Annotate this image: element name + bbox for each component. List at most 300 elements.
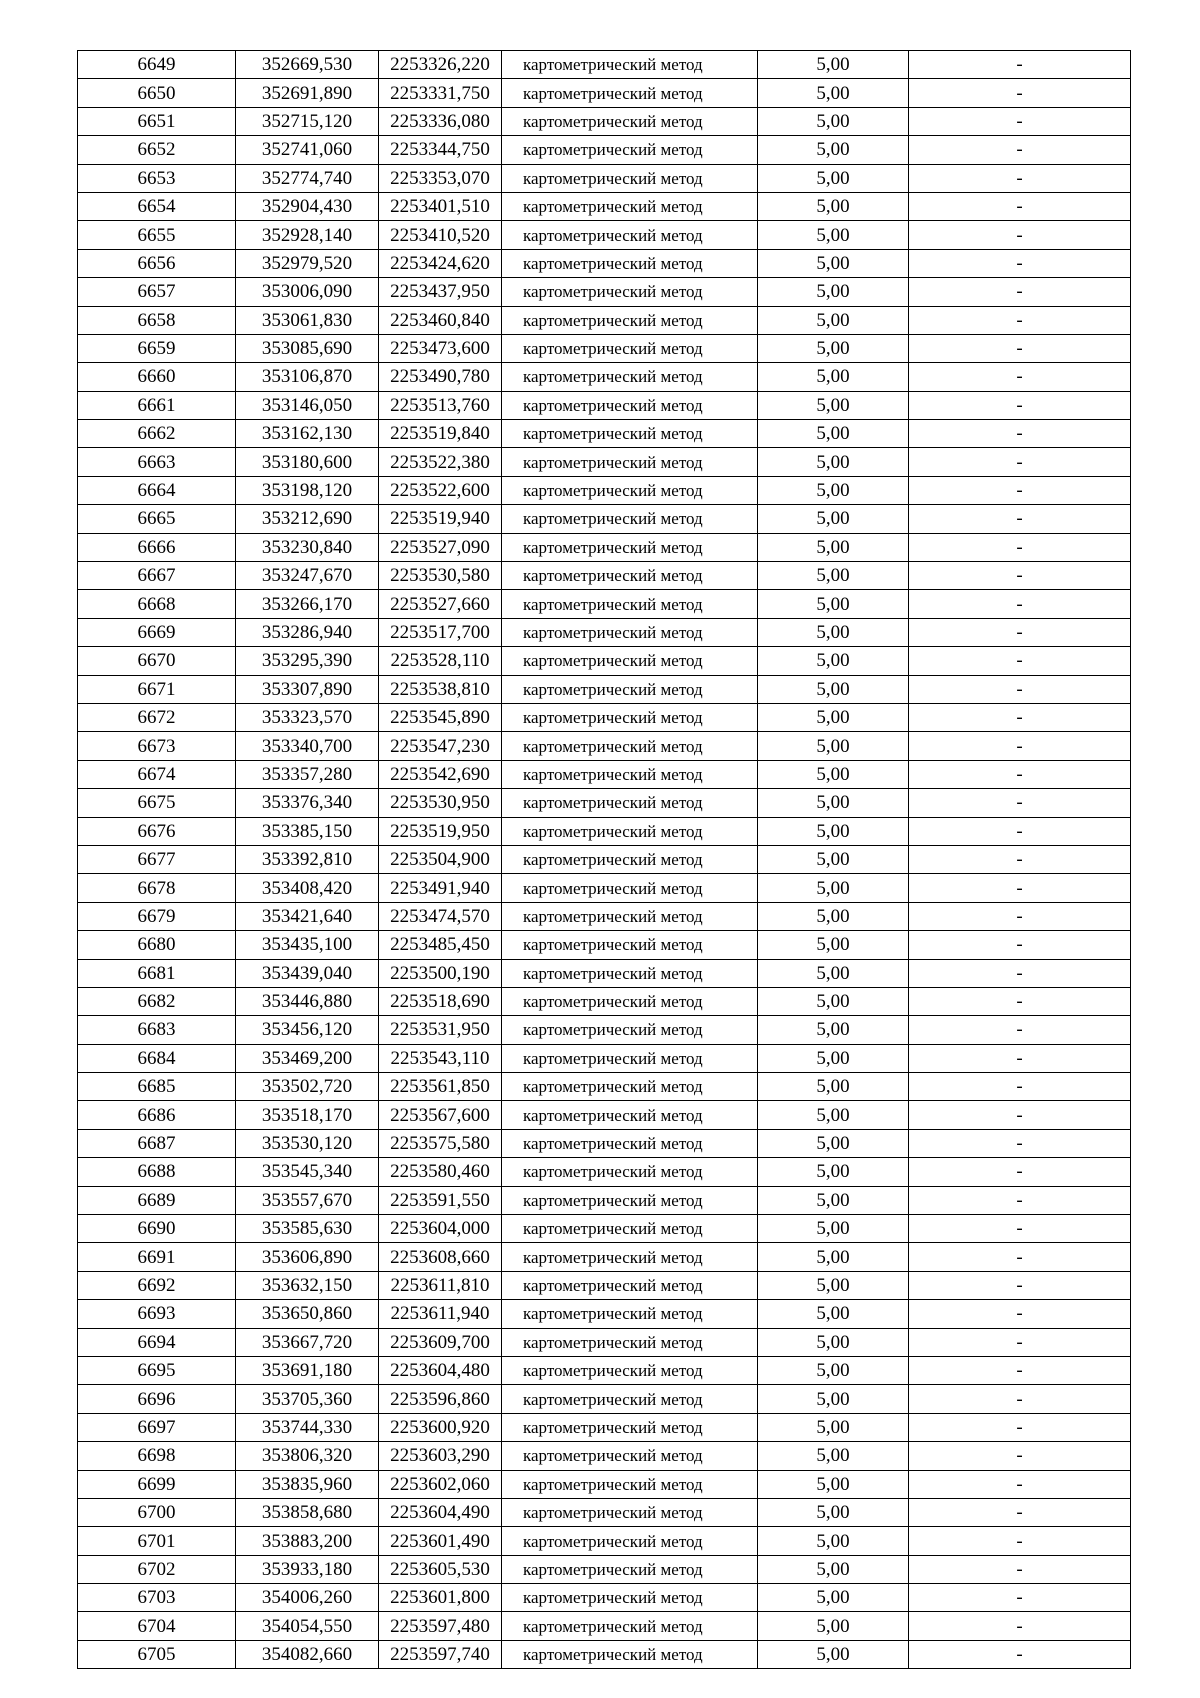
point-number-cell: 6705 — [78, 1640, 236, 1668]
method-cell: картометрический метод — [502, 505, 758, 533]
note-cell: - — [909, 732, 1131, 760]
table-row — [78, 1016, 1131, 1044]
point-number-cell: 6653 — [78, 164, 236, 192]
accuracy-cell: 5,00 — [758, 703, 909, 731]
accuracy-cell: 5,00 — [758, 363, 909, 391]
note-cell: - — [909, 1527, 1131, 1555]
method-cell: картометрический метод — [502, 703, 758, 731]
note-cell: - — [909, 1300, 1131, 1328]
point-number-cell: 6683 — [78, 1016, 236, 1044]
method-cell: картометрический метод — [502, 845, 758, 873]
note-cell: - — [909, 1158, 1131, 1186]
table-row — [78, 278, 1131, 306]
x-coordinate-cell: 353385,150 — [236, 817, 379, 845]
accuracy-cell: 5,00 — [758, 1129, 909, 1157]
note-cell: - — [909, 1612, 1131, 1640]
table-row — [78, 647, 1131, 675]
note-cell: - — [909, 1584, 1131, 1612]
point-number-cell: 6696 — [78, 1385, 236, 1413]
x-coordinate-cell: 353557,670 — [236, 1186, 379, 1214]
accuracy-cell: 5,00 — [758, 79, 909, 107]
accuracy-cell: 5,00 — [758, 107, 909, 135]
note-cell: - — [909, 533, 1131, 561]
x-coordinate-cell: 353858,680 — [236, 1498, 379, 1526]
note-cell: - — [909, 845, 1131, 873]
table-row — [78, 221, 1131, 249]
method-cell: картометрический метод — [502, 1300, 758, 1328]
x-coordinate-cell: 353806,320 — [236, 1442, 379, 1470]
x-coordinate-cell: 353456,120 — [236, 1016, 379, 1044]
x-coordinate-cell: 353606,890 — [236, 1243, 379, 1271]
x-coordinate-cell: 353744,330 — [236, 1413, 379, 1441]
note-cell: - — [909, 278, 1131, 306]
method-cell: картометрический метод — [502, 1584, 758, 1612]
accuracy-cell: 5,00 — [758, 533, 909, 561]
y-coordinate-cell: 2253530,580 — [379, 562, 502, 590]
method-cell: картометрический метод — [502, 931, 758, 959]
accuracy-cell: 5,00 — [758, 1385, 909, 1413]
note-cell: - — [909, 1129, 1131, 1157]
note-cell: - — [909, 79, 1131, 107]
x-coordinate-cell: 352669,530 — [236, 51, 379, 79]
point-number-cell: 6697 — [78, 1413, 236, 1441]
point-number-cell: 6666 — [78, 533, 236, 561]
method-cell: картометрический метод — [502, 618, 758, 646]
method-cell: картометрический метод — [502, 590, 758, 618]
table-row — [78, 1158, 1131, 1186]
y-coordinate-cell: 2253601,800 — [379, 1584, 502, 1612]
point-number-cell: 6660 — [78, 363, 236, 391]
method-cell: картометрический метод — [502, 51, 758, 79]
method-cell: картометрический метод — [502, 1356, 758, 1384]
y-coordinate-cell: 2253611,810 — [379, 1271, 502, 1299]
accuracy-cell: 5,00 — [758, 1158, 909, 1186]
accuracy-cell: 5,00 — [758, 391, 909, 419]
point-number-cell: 6669 — [78, 618, 236, 646]
note-cell: - — [909, 249, 1131, 277]
table-row — [78, 391, 1131, 419]
y-coordinate-cell: 2253527,660 — [379, 590, 502, 618]
x-coordinate-cell: 353650,860 — [236, 1300, 379, 1328]
table-row — [78, 1101, 1131, 1129]
y-coordinate-cell: 2253517,700 — [379, 618, 502, 646]
accuracy-cell: 5,00 — [758, 1215, 909, 1243]
method-cell: картометрический метод — [502, 79, 758, 107]
x-coordinate-cell: 353340,700 — [236, 732, 379, 760]
note-cell: - — [909, 363, 1131, 391]
method-cell: картометрический метод — [502, 1498, 758, 1526]
point-number-cell: 6695 — [78, 1356, 236, 1384]
table-row — [78, 1584, 1131, 1612]
point-number-cell: 6650 — [78, 79, 236, 107]
y-coordinate-cell: 2253545,890 — [379, 703, 502, 731]
note-cell: - — [909, 1186, 1131, 1214]
point-number-cell: 6668 — [78, 590, 236, 618]
x-coordinate-cell: 353180,600 — [236, 448, 379, 476]
method-cell: картометрический метод — [502, 1016, 758, 1044]
table-row — [78, 1555, 1131, 1583]
table-row — [78, 1470, 1131, 1498]
y-coordinate-cell: 2253519,840 — [379, 420, 502, 448]
note-cell: - — [909, 1470, 1131, 1498]
note-cell: - — [909, 902, 1131, 930]
table-row — [78, 1640, 1131, 1668]
y-coordinate-cell: 2253473,600 — [379, 334, 502, 362]
y-coordinate-cell: 2253410,520 — [379, 221, 502, 249]
point-number-cell: 6703 — [78, 1584, 236, 1612]
x-coordinate-cell: 353198,120 — [236, 476, 379, 504]
point-number-cell: 6690 — [78, 1215, 236, 1243]
table-row — [78, 476, 1131, 504]
y-coordinate-cell: 2253519,950 — [379, 817, 502, 845]
method-cell: картометрический метод — [502, 1129, 758, 1157]
accuracy-cell: 5,00 — [758, 647, 909, 675]
note-cell: - — [909, 959, 1131, 987]
y-coordinate-cell: 2253605,530 — [379, 1555, 502, 1583]
method-cell: картометрический метод — [502, 306, 758, 334]
accuracy-cell: 5,00 — [758, 902, 909, 930]
y-coordinate-cell: 2253474,570 — [379, 902, 502, 930]
point-number-cell: 6649 — [78, 51, 236, 79]
x-coordinate-cell: 353421,640 — [236, 902, 379, 930]
point-number-cell: 6694 — [78, 1328, 236, 1356]
table-row — [78, 1215, 1131, 1243]
table-row — [78, 675, 1131, 703]
accuracy-cell: 5,00 — [758, 334, 909, 362]
x-coordinate-cell: 354054,550 — [236, 1612, 379, 1640]
x-coordinate-cell: 353530,120 — [236, 1129, 379, 1157]
table-row — [78, 1328, 1131, 1356]
point-number-cell: 6657 — [78, 278, 236, 306]
method-cell: картометрический метод — [502, 817, 758, 845]
accuracy-cell: 5,00 — [758, 164, 909, 192]
x-coordinate-cell: 353146,050 — [236, 391, 379, 419]
table-row — [78, 306, 1131, 334]
point-number-cell: 6656 — [78, 249, 236, 277]
accuracy-cell: 5,00 — [758, 136, 909, 164]
table-row — [78, 1243, 1131, 1271]
point-number-cell: 6678 — [78, 874, 236, 902]
point-number-cell: 6689 — [78, 1186, 236, 1214]
method-cell: картометрический метод — [502, 562, 758, 590]
table-row — [78, 420, 1131, 448]
method-cell: картометрический метод — [502, 533, 758, 561]
table-row — [78, 703, 1131, 731]
table-row — [78, 1044, 1131, 1072]
point-number-cell: 6676 — [78, 817, 236, 845]
table-row — [78, 79, 1131, 107]
x-coordinate-cell: 352715,120 — [236, 107, 379, 135]
y-coordinate-cell: 2253519,940 — [379, 505, 502, 533]
note-cell: - — [909, 590, 1131, 618]
y-coordinate-cell: 2253580,460 — [379, 1158, 502, 1186]
point-number-cell: 6652 — [78, 136, 236, 164]
method-cell: картометрический метод — [502, 1470, 758, 1498]
accuracy-cell: 5,00 — [758, 1101, 909, 1129]
note-cell: - — [909, 703, 1131, 731]
y-coordinate-cell: 2253591,550 — [379, 1186, 502, 1214]
table-row — [78, 959, 1131, 987]
note-cell: - — [909, 1328, 1131, 1356]
accuracy-cell: 5,00 — [758, 1640, 909, 1668]
note-cell: - — [909, 1044, 1131, 1072]
note-cell: - — [909, 874, 1131, 902]
point-number-cell: 6677 — [78, 845, 236, 873]
table-row — [78, 618, 1131, 646]
table-row — [78, 1612, 1131, 1640]
method-cell: картометрический метод — [502, 363, 758, 391]
point-number-cell: 6654 — [78, 192, 236, 220]
y-coordinate-cell: 2253561,850 — [379, 1073, 502, 1101]
x-coordinate-cell: 354006,260 — [236, 1584, 379, 1612]
x-coordinate-cell: 353357,280 — [236, 760, 379, 788]
y-coordinate-cell: 2253608,660 — [379, 1243, 502, 1271]
table-row — [78, 1271, 1131, 1299]
method-cell: картометрический метод — [502, 1612, 758, 1640]
note-cell: - — [909, 1073, 1131, 1101]
coordinates-table-body — [78, 51, 1131, 1669]
note-cell: - — [909, 1640, 1131, 1668]
point-number-cell: 6659 — [78, 334, 236, 362]
y-coordinate-cell: 2253326,220 — [379, 51, 502, 79]
method-cell: картометрический метод — [502, 1640, 758, 1668]
point-number-cell: 6655 — [78, 221, 236, 249]
point-number-cell: 6700 — [78, 1498, 236, 1526]
note-cell: - — [909, 1413, 1131, 1441]
note-cell: - — [909, 760, 1131, 788]
note-cell: - — [909, 221, 1131, 249]
method-cell: картометрический метод — [502, 1442, 758, 1470]
note-cell: - — [909, 51, 1131, 79]
method-cell: картометрический метод — [502, 249, 758, 277]
point-number-cell: 6658 — [78, 306, 236, 334]
point-number-cell: 6682 — [78, 987, 236, 1015]
note-cell: - — [909, 1271, 1131, 1299]
y-coordinate-cell: 2253601,490 — [379, 1527, 502, 1555]
method-cell: картометрический метод — [502, 959, 758, 987]
x-coordinate-cell: 353061,830 — [236, 306, 379, 334]
accuracy-cell: 5,00 — [758, 1584, 909, 1612]
note-cell: - — [909, 675, 1131, 703]
accuracy-cell: 5,00 — [758, 618, 909, 646]
x-coordinate-cell: 353439,040 — [236, 959, 379, 987]
note-cell: - — [909, 931, 1131, 959]
y-coordinate-cell: 2253600,920 — [379, 1413, 502, 1441]
method-cell: картометрический метод — [502, 1101, 758, 1129]
y-coordinate-cell: 2253602,060 — [379, 1470, 502, 1498]
accuracy-cell: 5,00 — [758, 1555, 909, 1583]
accuracy-cell: 5,00 — [758, 420, 909, 448]
y-coordinate-cell: 2253597,740 — [379, 1640, 502, 1668]
accuracy-cell: 5,00 — [758, 987, 909, 1015]
y-coordinate-cell: 2253530,950 — [379, 789, 502, 817]
y-coordinate-cell: 2253437,950 — [379, 278, 502, 306]
table-row — [78, 533, 1131, 561]
x-coordinate-cell: 353585,630 — [236, 1215, 379, 1243]
accuracy-cell: 5,00 — [758, 590, 909, 618]
accuracy-cell: 5,00 — [758, 505, 909, 533]
note-cell: - — [909, 192, 1131, 220]
method-cell: картометрический метод — [502, 789, 758, 817]
method-cell: картометрический метод — [502, 420, 758, 448]
y-coordinate-cell: 2253490,780 — [379, 363, 502, 391]
x-coordinate-cell: 352928,140 — [236, 221, 379, 249]
y-coordinate-cell: 2253518,690 — [379, 987, 502, 1015]
y-coordinate-cell: 2253344,750 — [379, 136, 502, 164]
note-cell: - — [909, 1442, 1131, 1470]
method-cell: картометрический метод — [502, 1186, 758, 1214]
x-coordinate-cell: 353435,100 — [236, 931, 379, 959]
point-number-cell: 6680 — [78, 931, 236, 959]
table-row — [78, 845, 1131, 873]
method-cell: картометрический метод — [502, 278, 758, 306]
table-row — [78, 1186, 1131, 1214]
table-row — [78, 505, 1131, 533]
table-row — [78, 1527, 1131, 1555]
y-coordinate-cell: 2253609,700 — [379, 1328, 502, 1356]
note-cell: - — [909, 1498, 1131, 1526]
x-coordinate-cell: 353212,690 — [236, 505, 379, 533]
method-cell: картометрический метод — [502, 1073, 758, 1101]
note-cell: - — [909, 618, 1131, 646]
y-coordinate-cell: 2253604,480 — [379, 1356, 502, 1384]
table-row — [78, 1129, 1131, 1157]
y-coordinate-cell: 2253543,110 — [379, 1044, 502, 1072]
y-coordinate-cell: 2253485,450 — [379, 931, 502, 959]
method-cell: картометрический метод — [502, 391, 758, 419]
method-cell: картометрический метод — [502, 192, 758, 220]
accuracy-cell: 5,00 — [758, 562, 909, 590]
table-row — [78, 249, 1131, 277]
y-coordinate-cell: 2253500,190 — [379, 959, 502, 987]
table-row — [78, 931, 1131, 959]
point-number-cell: 6664 — [78, 476, 236, 504]
accuracy-cell: 5,00 — [758, 1442, 909, 1470]
accuracy-cell: 5,00 — [758, 1044, 909, 1072]
note-cell: - — [909, 1356, 1131, 1384]
accuracy-cell: 5,00 — [758, 51, 909, 79]
x-coordinate-cell: 353085,690 — [236, 334, 379, 362]
y-coordinate-cell: 2253547,230 — [379, 732, 502, 760]
x-coordinate-cell: 353502,720 — [236, 1073, 379, 1101]
y-coordinate-cell: 2253567,600 — [379, 1101, 502, 1129]
accuracy-cell: 5,00 — [758, 874, 909, 902]
method-cell: картометрический метод — [502, 732, 758, 760]
table-row — [78, 732, 1131, 760]
accuracy-cell: 5,00 — [758, 732, 909, 760]
accuracy-cell: 5,00 — [758, 221, 909, 249]
x-coordinate-cell: 353545,340 — [236, 1158, 379, 1186]
point-number-cell: 6702 — [78, 1555, 236, 1583]
x-coordinate-cell: 353295,390 — [236, 647, 379, 675]
accuracy-cell: 5,00 — [758, 1470, 909, 1498]
note-cell: - — [909, 1016, 1131, 1044]
table-row — [78, 817, 1131, 845]
table-row — [78, 1300, 1131, 1328]
point-number-cell: 6673 — [78, 732, 236, 760]
method-cell: картометрический метод — [502, 647, 758, 675]
point-number-cell: 6704 — [78, 1612, 236, 1640]
table-row — [78, 874, 1131, 902]
y-coordinate-cell: 2253424,620 — [379, 249, 502, 277]
note-cell: - — [909, 987, 1131, 1015]
table-row — [78, 789, 1131, 817]
y-coordinate-cell: 2253527,090 — [379, 533, 502, 561]
x-coordinate-cell: 353106,870 — [236, 363, 379, 391]
accuracy-cell: 5,00 — [758, 1527, 909, 1555]
note-cell: - — [909, 476, 1131, 504]
y-coordinate-cell: 2253401,510 — [379, 192, 502, 220]
table-row — [78, 562, 1131, 590]
table-row — [78, 1356, 1131, 1384]
point-number-cell: 6685 — [78, 1073, 236, 1101]
y-coordinate-cell: 2253604,000 — [379, 1215, 502, 1243]
note-cell: - — [909, 1555, 1131, 1583]
method-cell: картометрический метод — [502, 1328, 758, 1356]
point-number-cell: 6661 — [78, 391, 236, 419]
point-number-cell: 6671 — [78, 675, 236, 703]
accuracy-cell: 5,00 — [758, 249, 909, 277]
x-coordinate-cell: 353307,890 — [236, 675, 379, 703]
accuracy-cell: 5,00 — [758, 789, 909, 817]
accuracy-cell: 5,00 — [758, 306, 909, 334]
note-cell: - — [909, 306, 1131, 334]
accuracy-cell: 5,00 — [758, 448, 909, 476]
y-coordinate-cell: 2253513,760 — [379, 391, 502, 419]
x-coordinate-cell: 352904,430 — [236, 192, 379, 220]
x-coordinate-cell: 353667,720 — [236, 1328, 379, 1356]
table-row — [78, 760, 1131, 788]
x-coordinate-cell: 353266,170 — [236, 590, 379, 618]
x-coordinate-cell: 353230,840 — [236, 533, 379, 561]
point-number-cell: 6651 — [78, 107, 236, 135]
accuracy-cell: 5,00 — [758, 1612, 909, 1640]
table-row — [78, 363, 1131, 391]
method-cell: картометрический метод — [502, 221, 758, 249]
x-coordinate-cell: 353705,360 — [236, 1385, 379, 1413]
note-cell: - — [909, 1385, 1131, 1413]
y-coordinate-cell: 2253522,380 — [379, 448, 502, 476]
x-coordinate-cell: 354082,660 — [236, 1640, 379, 1668]
y-coordinate-cell: 2253522,600 — [379, 476, 502, 504]
point-number-cell: 6692 — [78, 1271, 236, 1299]
accuracy-cell: 5,00 — [758, 1186, 909, 1214]
point-number-cell: 6665 — [78, 505, 236, 533]
accuracy-cell: 5,00 — [758, 959, 909, 987]
note-cell: - — [909, 164, 1131, 192]
method-cell: картометрический метод — [502, 1413, 758, 1441]
note-cell: - — [909, 448, 1131, 476]
table-row — [78, 590, 1131, 618]
y-coordinate-cell: 2253336,080 — [379, 107, 502, 135]
table-row — [78, 902, 1131, 930]
accuracy-cell: 5,00 — [758, 845, 909, 873]
method-cell: картометрический метод — [502, 1385, 758, 1413]
point-number-cell: 6698 — [78, 1442, 236, 1470]
note-cell: - — [909, 817, 1131, 845]
method-cell: картометрический метод — [502, 164, 758, 192]
accuracy-cell: 5,00 — [758, 1243, 909, 1271]
table-row — [78, 448, 1131, 476]
x-coordinate-cell: 353883,200 — [236, 1527, 379, 1555]
accuracy-cell: 5,00 — [758, 675, 909, 703]
table-row — [78, 1498, 1131, 1526]
accuracy-cell: 5,00 — [758, 1300, 909, 1328]
x-coordinate-cell: 352691,890 — [236, 79, 379, 107]
x-coordinate-cell: 353392,810 — [236, 845, 379, 873]
note-cell: - — [909, 647, 1131, 675]
table-row — [78, 1385, 1131, 1413]
